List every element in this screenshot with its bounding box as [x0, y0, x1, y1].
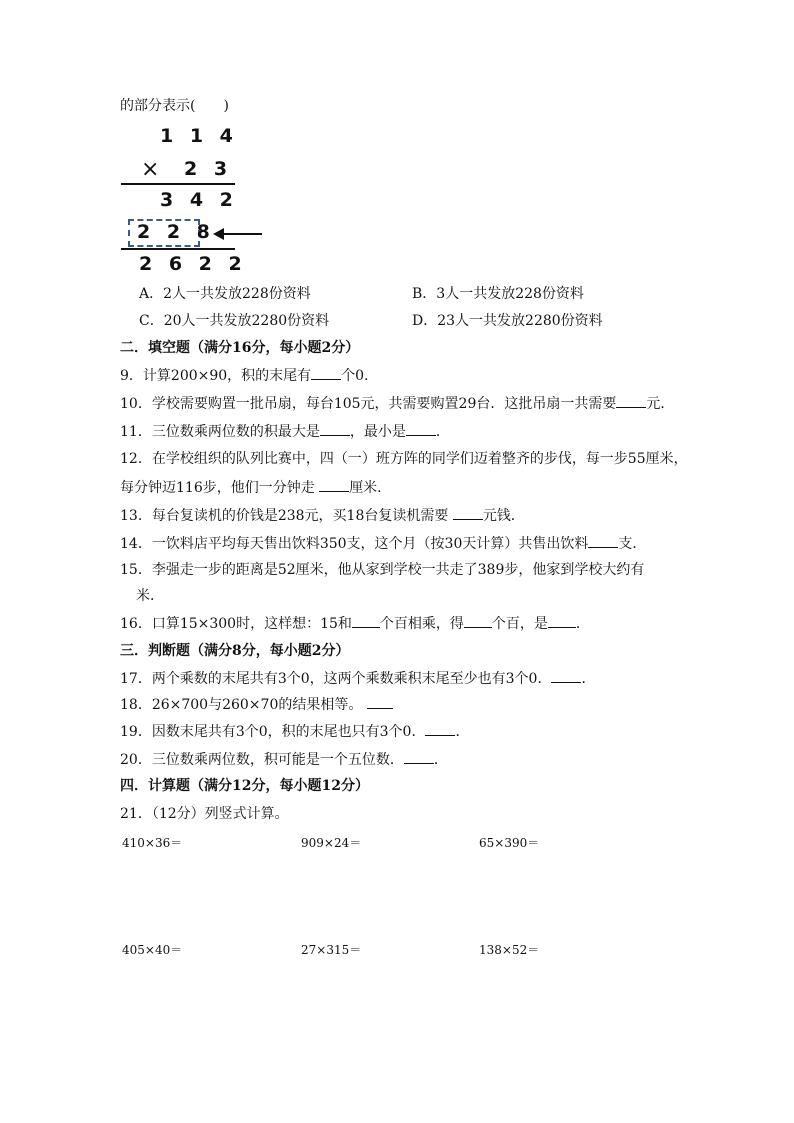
answer-blank[interactable]	[464, 613, 492, 628]
question-20	[120, 749, 448, 770]
answer-blank[interactable]	[588, 533, 618, 548]
q11-text-b: ，最小是	[349, 424, 406, 440]
calc-item: 405×40＝	[122, 943, 183, 957]
question-15-line-1: 15．李强走一步的距离是52厘米，他从家到学校一共走了389步，他家到学校大约有	[120, 562, 645, 578]
q20-text-a: 20．三位数乘两位数，积可能是一个五位数．	[120, 752, 404, 768]
q20-text-b: ．	[433, 752, 448, 768]
answer-blank[interactable]	[367, 694, 393, 709]
question-10	[120, 393, 674, 414]
question-11	[120, 421, 450, 442]
q11-text-a: 11．三位数乘两位数的积最大是	[120, 424, 320, 440]
q9-text-a: 9．计算200×90，积的末尾有	[120, 368, 312, 384]
answer-blank[interactable]	[352, 613, 380, 628]
question-12-line-2	[120, 477, 391, 498]
partial-product-2: 2 2 8	[137, 221, 215, 243]
question-17	[120, 668, 595, 689]
q17-text-a: 17．两个乘数的末尾共有3个0，这两个乘数乘积末尾至少也有3个0．	[120, 671, 552, 687]
q10-text-a: 10．学校需要购置一批吊扇，每台105元，共需要购置29台．这批吊扇一共需要	[120, 396, 617, 412]
calc-item: 138×52＝	[479, 943, 540, 957]
times-sign: ×	[141, 157, 165, 182]
answer-blank[interactable]	[406, 421, 436, 436]
option-d: D．23人一共发放2280份资料	[412, 313, 603, 329]
calc-item: 27×315＝	[301, 943, 362, 957]
q16-text-b: 个百相乘，得	[379, 616, 464, 632]
question-21: 21．（12分）列竖式计算。	[120, 806, 289, 822]
question-16	[120, 613, 590, 634]
answer-blank[interactable]	[453, 505, 483, 520]
q11-text-c: ．	[435, 424, 450, 440]
q10-text-b: 元．	[646, 396, 675, 412]
rule-bottom	[121, 248, 235, 250]
option-c: C．20人一共发放2280份资料	[139, 313, 330, 329]
answer-blank[interactable]	[551, 668, 581, 683]
answer-blank[interactable]	[311, 365, 341, 380]
q16-text-a: 16．口算15×300时，这样想：15和	[120, 616, 352, 632]
q14-text-b: 支．	[618, 536, 647, 552]
rule-top	[121, 183, 235, 185]
partial-product-1: 3 4 2	[160, 189, 238, 211]
q13-text-b: 元钱．	[482, 508, 525, 524]
answer-blank[interactable]	[548, 613, 576, 628]
q19-text-a: 19．因数末尾共有3个0，积的末尾也只有3个0．	[120, 724, 426, 740]
section-3-heading: 三．判断题（满分8分，每小题2分）	[120, 643, 350, 659]
section-4-heading: 四．计算题（满分12分，每小题12分）	[120, 778, 369, 794]
question-14	[120, 533, 646, 554]
answer-blank[interactable]	[320, 421, 350, 436]
answer-blank[interactable]	[425, 721, 455, 736]
q18-text: 18．26×700与260×70的结果相等。	[120, 697, 363, 713]
answer-blank[interactable]	[319, 477, 349, 492]
question-12-line-1: 12．在学校组织的队列比赛中，四（一）班方阵的同学们迈着整齐的步伐，每一步55厘米，	[120, 451, 688, 467]
q14-text-a: 14．一饮料店平均每天售出饮料350支，这个月（按30天计算）共售出饮料	[120, 536, 589, 552]
calc-item: 909×24＝	[301, 836, 362, 850]
answer-blank[interactable]	[404, 749, 434, 764]
q19-text-b: ．	[455, 724, 470, 740]
calc-item: 65×390＝	[479, 836, 540, 850]
section-2-heading: 二．填空题（满分16分，每小题2分）	[120, 340, 360, 356]
calc-item: 410×36＝	[122, 836, 183, 850]
question-15-line-2: 米．	[136, 588, 164, 604]
question-18	[120, 694, 393, 715]
intro-line: 的部分表示( )	[120, 98, 229, 114]
q16-text-d: ．	[575, 616, 590, 632]
q12-text-b: 厘米．	[349, 480, 392, 496]
multiplicand: 1 1 4	[160, 125, 238, 147]
question-9	[120, 365, 378, 386]
answer-blank[interactable]	[616, 393, 646, 408]
option-b: B．3人一共发放228份资料	[412, 286, 584, 302]
product-result: 2 6 2 2	[139, 253, 247, 275]
arrow-shaft	[222, 233, 262, 235]
q13-text-a: 13．每台复读机的价钱是238元，买18台复读机需要	[120, 508, 449, 524]
question-13	[120, 505, 525, 526]
q12-text-a: 每分钟迈116步，他们一分钟走	[120, 480, 315, 496]
q16-text-c: 个百，是	[491, 616, 548, 632]
q17-text-b: ．	[581, 671, 596, 687]
option-a: A．2人一共发放228份资料	[139, 286, 311, 302]
question-19	[120, 721, 469, 742]
q9-text-b: 个0．	[341, 368, 379, 384]
multiplier: 2 3	[184, 158, 233, 180]
